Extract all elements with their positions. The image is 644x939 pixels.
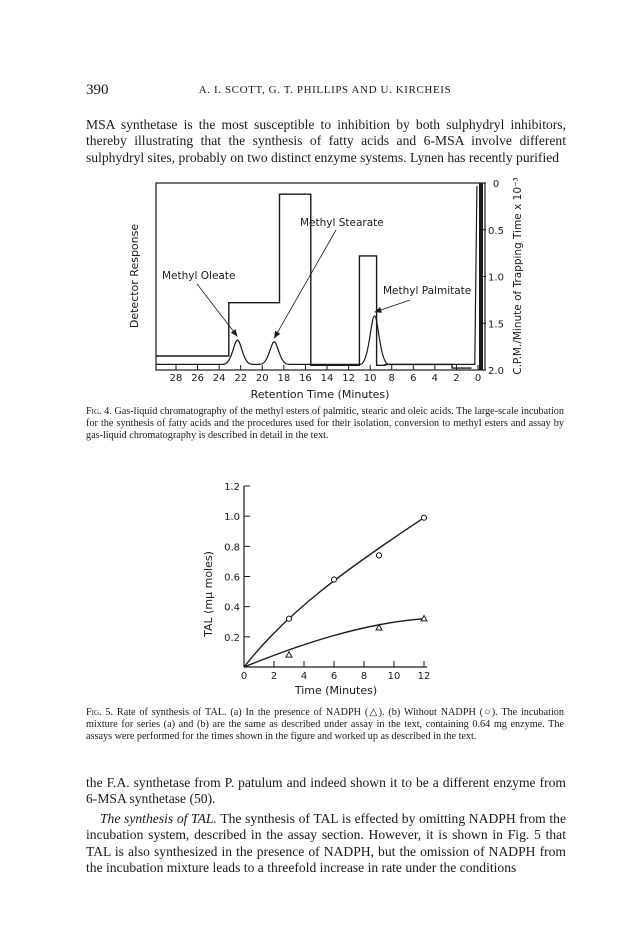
- fig4-x-tick-label: 26: [191, 373, 204, 384]
- fig4-x-tick-label: 6: [410, 373, 417, 384]
- fig5-point-triangle: [286, 652, 292, 657]
- fig5-y-tick-label: 0.6: [224, 572, 240, 584]
- fig4-x-tick-label: 16: [299, 373, 312, 384]
- fig5-x-ticks: [241, 661, 431, 682]
- fig5-point-circle: [421, 515, 426, 520]
- fig5-point-circle: [331, 577, 336, 582]
- fig5-y-tick-label: 0.4: [224, 602, 240, 614]
- paragraph-bottom-2-text: The synthesis of TAL is effected by omitting NADPH from the incubation system, described in the assay section. However, it is shown in Fig. 5 that TAL is also synthesized in the presence of NADPH, but the omission of NADPH from the incubation mixture leads to a threefold increase in rate under the conditions: [86, 811, 567, 876]
- fig5-x-tick-label: 12: [417, 671, 431, 682]
- fig5-y-tick-label: 1.2: [224, 482, 240, 493]
- fig5-y-tick-label: 0.2: [224, 632, 240, 644]
- fig4-x-tick-label: 0: [474, 373, 482, 384]
- fig4-annotation-label: Methyl Oleate: [162, 270, 236, 282]
- fig5-series: [244, 515, 427, 667]
- figure-5-caption: [86, 707, 564, 744]
- fig5-x-axis-label: Time (Minutes): [294, 684, 378, 697]
- fig4-y2-tick-label: 1.0: [488, 272, 504, 284]
- fig4-x-tick-label: 12: [342, 373, 355, 384]
- fig5-x-tick-label: 4: [300, 671, 308, 682]
- fig5-caption-label: Fig. 5.: [86, 707, 114, 718]
- fig4-x-tick-label: 28: [169, 373, 183, 384]
- fig4-y2-tick-label: 2.0: [488, 366, 504, 377]
- fig4-x-tick-label: 24: [212, 373, 226, 384]
- fig4-y2-tick-label: 0.5: [488, 225, 504, 237]
- fig5-point-circle: [286, 616, 291, 621]
- paragraph-top: MSA synthetase is the most susceptible to inhibition by both sulphydryl inhibitors, thereby illustrating that the synthesis of fatty acids and 6-MSA involve different sulphydryl sites, probably on two distinct enzyme systems. Lynen has recently purified: [86, 117, 566, 165]
- fig4-caption-label: Fig. 4.: [86, 406, 112, 417]
- fig4-caption-text: Gas-liquid chromatography of the methyl esters of palmitic, stearic and oleic acids. The large-scale incubation for the synthesis of fatty acids and the procedures used for their isolation, conversion to methyl esters and assay by gas-liquid chromatography is described in detail in the text.: [86, 406, 564, 442]
- fig4-x-tick-label: 22: [234, 373, 248, 384]
- fig5-y-tick-label: 1.0: [224, 512, 240, 524]
- paragraph-bottom-2: [86, 811, 566, 877]
- fig5-point-circle: [376, 553, 381, 558]
- fig4-x-tick-label: 10: [363, 373, 377, 384]
- fig5-y-tick-label: 0.8: [224, 542, 240, 554]
- fig4-x-tick-label: 14: [320, 373, 334, 384]
- section-heading-tal: The synthesis of TAL.: [100, 811, 217, 826]
- fig4-y2-axis-label: C.P.M./Minute of Trapping Time x 10⁻³: [512, 177, 524, 375]
- fig5-x-tick-label: 6: [330, 671, 338, 682]
- fig5-caption-text: Rate of synthesis of TAL. (a) In the presence of NADPH (△). (b) Without NADPH (○). The incubation mixture for series (a) and (b) are the same as described under assay in the text, containing 0.64 mg enzyme. The assays were performed for the times shown in the figure and worked up as described in the text.: [86, 707, 564, 743]
- fig4-x-tick-label: 20: [255, 373, 269, 384]
- fig4-x-tick-label: 4: [431, 373, 439, 384]
- fig4-x-tick-label: 8: [388, 373, 395, 384]
- fig4-y-axis-label: Detector Response: [128, 223, 141, 329]
- running-title: A. I. SCOTT, G. T. PHILLIPS AND U. KIRCHEIS: [198, 84, 452, 96]
- fig5-x-tick-label: 8: [360, 671, 368, 682]
- fig5-x-tick-label: 10: [387, 671, 401, 682]
- fig4-annotation-label: Methyl Palmitate: [383, 285, 472, 297]
- fig5-y-ticks: [224, 482, 250, 644]
- page-number: 390: [86, 82, 109, 98]
- fig5-x-tick-label: 2: [270, 671, 278, 682]
- fig4-x-tick-label: 18: [277, 373, 291, 384]
- fig5-x-tick-label: 0: [240, 671, 248, 682]
- fig5-axes: [244, 486, 427, 667]
- fig4-x-tick-label: 2: [453, 373, 460, 384]
- fig5-y-axis-label: TAL (mμ moles): [202, 551, 215, 637]
- fig4-y2-tick-label: 0: [492, 179, 500, 190]
- fig5-curve-circles: [244, 518, 424, 667]
- fig5-curve-triangles: [244, 619, 424, 667]
- fig4-annotation-label: Methyl Stearate: [300, 217, 384, 229]
- fig4-y2-tick-label: 1.5: [488, 319, 504, 331]
- paragraph-bottom-1: the F.A. synthetase from P. patulum and indeed shown it to be a different enzyme from 6-MSA synthetase (50).: [86, 775, 566, 807]
- fig4-x-axis-label: Retention Time (Minutes): [250, 388, 390, 401]
